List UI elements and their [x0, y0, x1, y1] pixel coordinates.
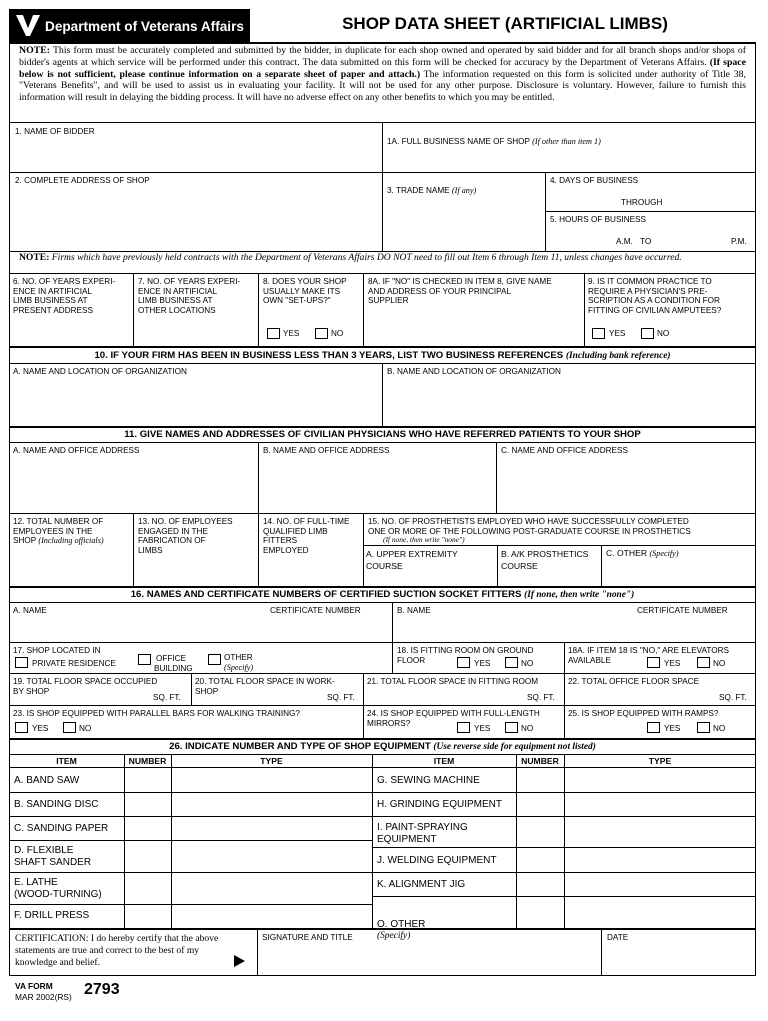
input-hours-of-business[interactable] [547, 225, 755, 250]
checkbox-17-private[interactable] [15, 657, 28, 668]
checkbox-9-yes[interactable] [592, 328, 605, 339]
field-15c: C. OTHER (Specify) [606, 548, 679, 558]
field-12-note: (Including officials) [38, 536, 104, 546]
section-10-note: (Including bank reference) [565, 351, 671, 361]
checkbox-8-yes-label: YES [283, 329, 300, 338]
field-25: 25. IS SHOP EQUIPPED WITH RAMPS? [568, 709, 719, 718]
field-3-trade-name: 3. TRADE NAME (If any) [387, 185, 477, 195]
checkbox-24-yes-label: YES [474, 724, 491, 733]
checkbox-18-no-label: NO [521, 659, 534, 668]
checkbox-9-no[interactable] [641, 328, 654, 339]
field-20-sqft: SQ. FT. [327, 693, 355, 702]
field-11c: C. NAME AND OFFICE ADDRESS [501, 446, 628, 455]
equipment-item-j: J. WELDING EQUIPMENT [377, 855, 497, 866]
field-1-name-of-bidder: 1. NAME OF BIDDER [15, 127, 95, 136]
checkbox-8-no[interactable] [315, 328, 328, 339]
field-5-to: TO [640, 237, 652, 246]
col-number-right: NUMBER [521, 756, 559, 766]
field-12: 12. TOTAL NUMBER OF EMPLOYEES IN THE SHOP (Including officials) [13, 517, 104, 546]
input-equipment-type-right[interactable] [565, 768, 755, 928]
note-label: NOTE: [19, 45, 51, 56]
input-floor-space-workshop[interactable] [240, 686, 324, 704]
note-bold: (If space below is not sufficient, please continue information on a separate sheet of paper and attach.) [19, 56, 746, 80]
input-floor-space-fitting[interactable] [365, 688, 525, 704]
equipment-item-o-note: (Specify) [377, 931, 411, 941]
checkbox-24-yes[interactable] [457, 722, 470, 733]
date-label: DATE [607, 933, 629, 942]
col-type-right: TYPE [648, 756, 672, 766]
input-reference-a[interactable] [10, 378, 381, 425]
col-item-right: ITEM [433, 756, 455, 766]
note-text-2: The information requested on this form is solicited under authority of Title 38, "Veterans Benefits", and will be used to assist us in evaluating your facility. It will not be used for any other purpose. Disclosure is voluntary. However, failure to furnish this information will result in delaying the bidding process. It will have no adverse effect on any other benefits to which you may be entitled. [19, 68, 746, 104]
note-2-label: NOTE: [19, 252, 50, 263]
input-floor-space-office[interactable] [566, 688, 716, 704]
checkbox-17-private-label: PRIVATE RESIDENCE [32, 659, 116, 668]
field-22: 22. TOTAL OFFICE FLOOR SPACE [568, 677, 700, 686]
checkbox-17-office-label: OFFICE BUILDING [154, 654, 193, 673]
field-13: 13. NO. OF EMPLOYEES ENGAGED IN THE FABRICATION OF LIMBS [138, 517, 233, 555]
signature-label: SIGNATURE AND TITLE [262, 933, 353, 942]
checkbox-25-yes-label: YES [664, 724, 681, 733]
input-years-other[interactable] [135, 318, 257, 345]
field-7: 7. NO. OF YEARS EXPERI- ENCE IN ARTIFICIAL LIMB BUSINESS AT OTHER LOCATIONS [138, 277, 241, 315]
input-signature[interactable] [259, 944, 600, 975]
input-reference-b[interactable] [384, 378, 755, 425]
section-11-header: 11. GIVE NAMES AND ADDRESSES OF CIVILIAN PHYSICIANS WHO HAVE REFERRED PATIENTS TO YOUR SHOP [124, 429, 641, 440]
equipment-item-c: C. SANDING PAPER [14, 823, 109, 834]
input-fitter-a[interactable] [10, 617, 391, 641]
checkbox-17-office[interactable] [138, 654, 151, 665]
checkbox-17-other[interactable] [208, 654, 221, 665]
footer-edition: MAR 2002(RS) [15, 992, 72, 1002]
field-15: 15. NO. OF PROSTHETISTS EMPLOYED WHO HAVE SUCCESSFULLY COMPLETED ONE OR MORE OF THE FOLLOWING POST-GRADUATE COURSE IN PROSTHETICS [368, 517, 691, 536]
equipment-item-d: D. FLEXIBLE SHAFT SANDER [14, 845, 92, 868]
checkbox-9-no-label: NO [657, 329, 670, 338]
form-title: SHOP DATA SHEET (ARTIFICIAL LIMBS) [342, 14, 668, 33]
note-2 [19, 253, 744, 263]
equipment-item-b: B. SANDING DISC [14, 799, 99, 810]
field-5-am: A.M. [616, 237, 633, 246]
field-11a: A. NAME AND OFFICE ADDRESS [13, 446, 140, 455]
field-18: 18. IS FITTING ROOM ON GROUND FLOOR [397, 646, 534, 665]
input-fabrication-employees[interactable] [135, 560, 257, 585]
field-20: 20. TOTAL FLOOR SPACE IN WORK- SHOP [195, 677, 335, 696]
footer-form-number: 2793 [84, 981, 120, 998]
field-15a: A. UPPER EXTREMITY COURSE [366, 549, 458, 571]
equipment-item-f: F. DRILL PRESS [14, 910, 90, 921]
field-16b: B. NAME [397, 606, 431, 615]
field-14: 14. NO. OF FULL-TIME QUALIFIED LIMB FITTERS EMPLOYED [263, 517, 350, 555]
field-3-note: (If any) [451, 185, 477, 195]
checkbox-17-other-note: (Specify) [224, 663, 254, 672]
input-name-of-bidder[interactable] [10, 138, 381, 171]
equipment-item-h: H. GRINDING EQUIPMENT [377, 799, 503, 810]
field-24: 24. IS SHOP EQUIPPED WITH FULL-LENGTH MIRRORS? [367, 709, 540, 728]
checkbox-18a-yes-label: YES [664, 659, 681, 668]
equipment-item-k: K. ALIGNMENT JIG [377, 879, 466, 890]
field-16a-certificate: CERTIFICATE NUMBER [270, 606, 361, 615]
input-equipment-number-right[interactable] [517, 768, 563, 928]
field-15-note: (If none, then write "none") [383, 535, 465, 544]
footer-va-form: VA FORM [15, 981, 53, 991]
intro-note [19, 45, 746, 104]
checkbox-8-no-label: NO [331, 329, 344, 338]
field-1a-full-business-name: 1A. FULL BUSINESS NAME OF SHOP (If other than item 1) [387, 136, 601, 146]
field-10a: A. NAME AND LOCATION OF ORGANIZATION [13, 367, 187, 376]
field-8a: 8A. IF "NO" IS CHECKED IN ITEM 8, GIVE NAME AND ADDRESS OF YOUR PRINCIPAL SUPPLIER [368, 277, 552, 306]
checkbox-23-no[interactable] [63, 722, 76, 733]
va-seal-icon [14, 13, 42, 38]
col-item-left: ITEM [56, 756, 77, 766]
field-17: 17. SHOP LOCATED IN [13, 646, 101, 655]
section-10-header: 10. IF YOUR FIRM HAS BEEN IN BUSINESS LESS THAN 3 YEARS, LIST TWO BUSINESS REFERENCES (Including bank reference) [94, 350, 671, 361]
input-limb-fitters[interactable] [260, 560, 362, 585]
field-1a-note: (If other than item 1) [532, 136, 601, 146]
certification-text: CERTIFICATION: I do hereby certify that the above statements are true and correct to the best of my knowledge and belief. [15, 933, 219, 968]
field-21-sqft: SQ. FT. [527, 693, 555, 702]
field-23: 23. IS SHOP EQUIPPED WITH PARALLEL BARS FOR WALKING TRAINING? [13, 709, 300, 718]
checkbox-23-yes-label: YES [32, 724, 49, 733]
equipment-item-e: E. LATHE (WOOD-TURNING) [14, 877, 102, 900]
checkbox-23-no-label: NO [79, 724, 92, 733]
input-other-course[interactable] [603, 562, 755, 585]
input-total-employees[interactable] [10, 555, 132, 585]
checkbox-17-other-label: OTHER [224, 653, 253, 662]
input-years-present[interactable] [10, 318, 132, 345]
checkbox-18-no[interactable] [505, 657, 518, 668]
field-18a: 18A. IF ITEM 18 IS "NO," ARE ELEVATORS AVAILABLE [568, 646, 729, 665]
field-11b: B. NAME AND OFFICE ADDRESS [263, 446, 390, 455]
input-supplier[interactable] [365, 308, 583, 345]
checkbox-18-yes[interactable] [457, 657, 470, 668]
arrow-right-icon [234, 955, 245, 967]
input-equipment-number-left[interactable] [125, 768, 170, 928]
col-type-left: TYPE [260, 756, 283, 766]
field-22-sqft: SQ. FT. [719, 693, 747, 702]
section-26-header: 26. INDICATE NUMBER AND TYPE OF SHOP EQUIPMENT (Use reverse side for equipment not listed) [169, 741, 596, 752]
field-8: 8. DOES YOUR SHOP USUALLY MAKE ITS OWN "SET-UPS?" [263, 277, 347, 306]
note-text-1: This form must be accurately completed and submitted by the bidder, in duplicate for each shop owned and operated by said bidder and for all branch shops and/or shops of bidder's agents at which service will be performed under this contract. The data submitted on this form will be checked for accuracy by the Department of Veterans Affairs. [19, 45, 746, 68]
equipment-item-o: O. OTHER (Specify) [377, 918, 426, 941]
checkbox-23-yes[interactable] [15, 722, 28, 733]
field-2-address: 2. COMPLETE ADDRESS OF SHOP [15, 176, 150, 185]
checkbox-9-yes-label: YES [609, 329, 626, 338]
input-physician-a[interactable] [10, 457, 257, 512]
logo-text: Department of Veterans Affairs [45, 19, 244, 34]
section-16-header: 16. NAMES AND CERTIFICATE NUMBERS OF CERTIFIED SUCTION SOCKET FITTERS (If none, then write "none") [130, 589, 635, 600]
section-26-note: (Use reverse side for equipment not listed) [433, 742, 596, 752]
field-4-days-of-business: 4. DAYS OF BUSINESS [550, 176, 639, 185]
checkbox-8-yes[interactable] [267, 328, 280, 339]
field-16a: A. NAME [13, 606, 47, 615]
section-16-note: (If none, then write "none") [524, 590, 635, 600]
note-2-text: Firms which have previously held contracts with the Department of Veterans Affairs DO NOT need to fill out Item 6 through Item 11, unless changes have occurred. [51, 252, 682, 263]
input-floor-space-shop[interactable] [10, 686, 150, 704]
checkbox-18a-no-label: NO [713, 659, 726, 668]
input-fitter-b[interactable] [394, 617, 755, 641]
checkbox-25-yes[interactable] [647, 722, 660, 733]
field-16b-certificate: CERTIFICATE NUMBER [637, 606, 728, 615]
field-9: 9. IS IT COMMON PRACTICE TO REQUIRE A PHYSICIAN'S PRE- SCRIPTION AS A CONDITION FOR FITTING OF CIVILIAN AMPUTEES? [588, 277, 722, 315]
field-15c-note: (Specify) [649, 549, 679, 558]
field-10b: B. NAME AND LOCATION OF ORGANIZATION [387, 367, 561, 376]
field-6: 6. NO. OF YEARS EXPERI- ENCE IN ARTIFICIAL LIMB BUSINESS AT PRESENT ADDRESS [13, 277, 116, 315]
input-full-business-name[interactable] [384, 138, 755, 171]
checkbox-24-no[interactable] [505, 722, 518, 733]
col-number-left: NUMBER [128, 756, 167, 766]
input-address-of-shop[interactable] [10, 188, 381, 250]
input-upper-extremity[interactable] [365, 572, 496, 585]
equipment-item-g: G. SEWING MACHINE [377, 775, 480, 786]
field-5-hours-of-business: 5. HOURS OF BUSINESS [550, 215, 646, 224]
input-equipment-type-left[interactable] [172, 768, 371, 928]
input-trade-name[interactable] [384, 185, 544, 250]
field-5-pm: P.M. [731, 237, 747, 246]
equipment-item-a: A. BAND SAW [14, 775, 80, 786]
checkbox-25-no[interactable] [697, 722, 710, 733]
checkbox-18a-no[interactable] [697, 657, 710, 668]
checkbox-18-yes-label: YES [474, 659, 491, 668]
field-19-sqft: SQ. FT. [153, 693, 181, 702]
input-physician-c[interactable] [498, 457, 755, 512]
field-15b: B. A/K PROSTHETICS COURSE [501, 549, 589, 571]
input-date[interactable] [603, 944, 755, 975]
equipment-item-i: I. PAINT-SPRAYING EQUIPMENT [377, 822, 468, 845]
field-19: 19. TOTAL FLOOR SPACE OCCUPIED BY SHOP [13, 677, 158, 696]
checkbox-25-no-label: NO [713, 724, 726, 733]
input-days-of-business[interactable] [547, 187, 755, 210]
field-21: 21. TOTAL FLOOR SPACE IN FITTING ROOM [367, 677, 539, 686]
checkbox-24-no-label: NO [521, 724, 534, 733]
field-4-through: THROUGH [621, 198, 663, 207]
input-physician-b[interactable] [260, 457, 495, 512]
input-ak-prosthetics[interactable] [499, 572, 600, 585]
checkbox-18a-yes[interactable] [647, 657, 660, 668]
